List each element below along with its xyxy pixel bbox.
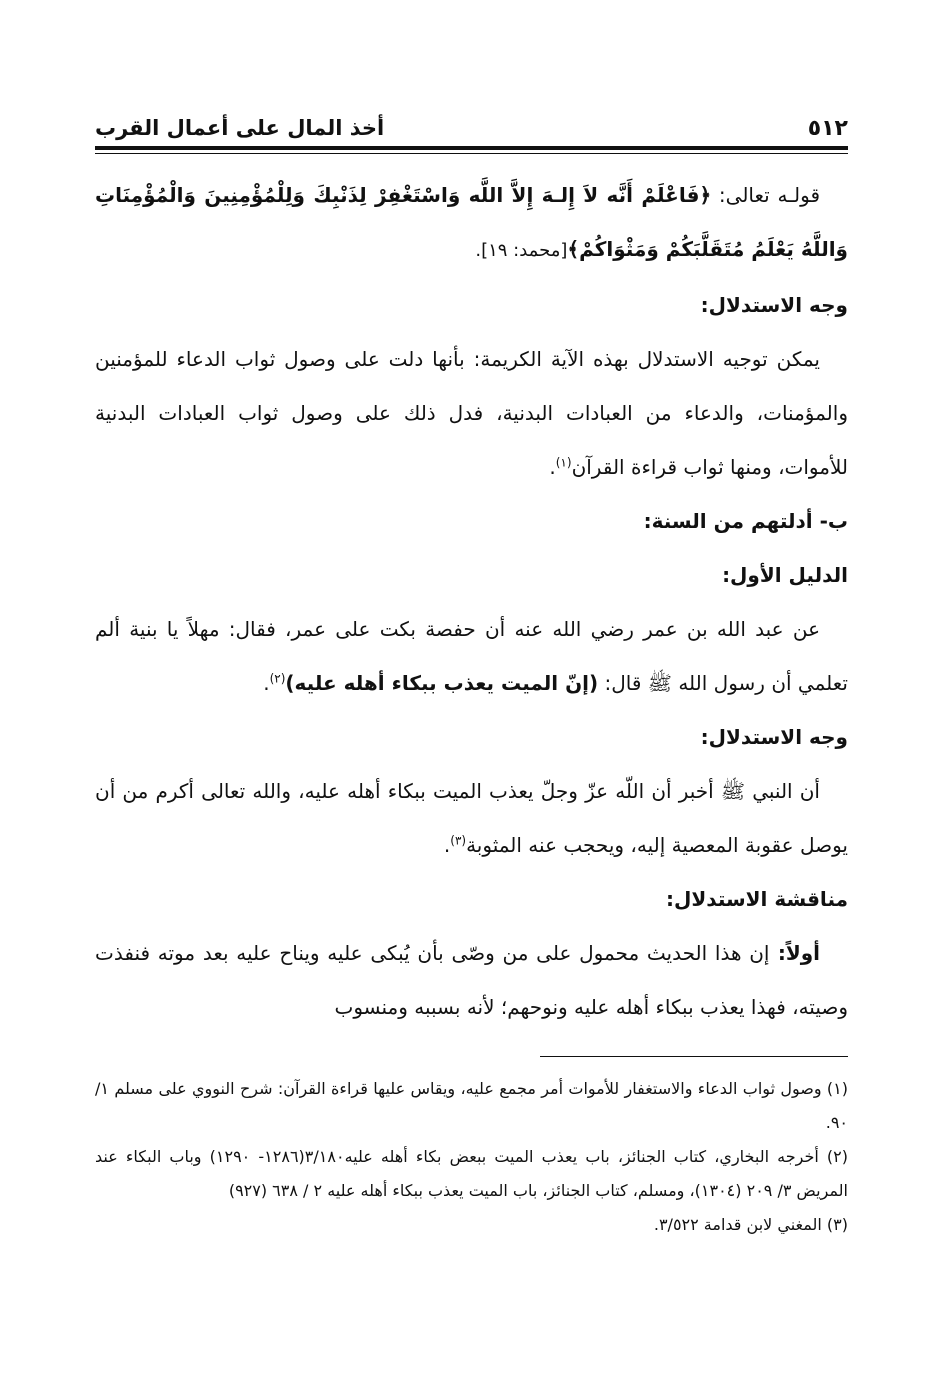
page-header	[95, 108, 848, 148]
paragraph-inference-2	[95, 764, 848, 872]
paragraph-end: .	[263, 671, 270, 695]
quran-verse: ﴿فَاعْلَمْ أَنَّه لاَ إِلـهَ إِلاَّ اللَّه وَاسْتَغْفِرْ لِذَنْبِكَ وَلِلْمُؤْمِنِينَ وَالْمُؤْمِنَاتِ وَاللَّهُ يَعْلَمُ مُتَقَلَّبَكُمْ وَمَثْوَاكُمْ﴾	[95, 183, 848, 261]
paragraph-text: إن هذا الحديث محمول على من وصّى بأن يُبكى عليه ويناح عليه بعد موته فنفذت وصيته، فهذا يعذب ببكاء أهله عليه ونوحهم؛ لأنه بسببه ومنسوب	[95, 941, 848, 1019]
footnotes	[95, 1072, 848, 1242]
paragraph-end: .	[549, 455, 556, 479]
paragraph-text: أن النبي ﷺ أخبر أن اللّه عزّ وجلّ يعذب الميت ببكاء أهله عليه، والله تعالى أكرم من أن يوصل عقوبة المعصية إليه، ويحجب عنه المثوبة	[95, 779, 848, 857]
main-text	[95, 168, 848, 1034]
hadith-quote: (إنّ الميت يعذب ببكاء أهله عليه)	[285, 671, 599, 695]
footnote-marker-1: (١)	[555, 455, 572, 470]
paragraph-end: .	[443, 833, 451, 857]
paragraph-discussion	[95, 926, 848, 1034]
footnote-1: (١) وصول ثواب الدعاء والاستغفار للأموات أمر مجمع عليه، ويقاس عليها قراءة القرآن: شرح النووي على مسلم ١/ ٩٠.	[95, 1079, 848, 1132]
header-rule-thick	[95, 146, 848, 150]
section-heading-inference-2: وجه الاستدلال:	[700, 725, 848, 749]
paragraph-inference-1	[95, 332, 848, 494]
running-title: أخذ المال على أعمال القرب	[95, 116, 385, 140]
verse-citation: [محمد: ١٩].	[475, 240, 568, 261]
header-rule-thin	[95, 153, 848, 154]
verse-intro: قولـه تعالى:	[711, 183, 821, 207]
footnote-marker-3: (٣)	[450, 833, 467, 848]
paragraph-text: يمكن توجيه الاستدلال بهذه الآية الكريمة: بأنها دلت على وصول ثواب الدعاء للمؤمنين والمؤمنات، والدعاء من العبادات البدنية، فدل ذلك على وصول ثواب العبادات البدنية للأموات، ومنها ثواب قراءة القرآن	[95, 347, 848, 479]
footnote-marker-2: (٢)	[269, 671, 286, 686]
paragraph-lead: أولاً:	[769, 941, 820, 965]
section-heading-sunnah: ب- أدلتهم من السنة:	[643, 509, 848, 533]
footnote-2: (٢) أخرجه البخاري، كتاب الجنائز، باب يعذب الميت ببعض بكاء أهله عليه٣/١٨٠(١٢٨٦- ١٢٩٠) وباب البكاء عند المريض ٣/ ٢٠٩ (١٣٠٤)، ومسلم، كتاب الجنائز، باب الميت يعذب ببكاء أهله عليه ٢ / ٦٣٨ (٩٢٧)	[95, 1147, 849, 1200]
section-heading-discussion: مناقشة الاستدلال:	[666, 887, 848, 911]
footnote-separator	[540, 1056, 848, 1057]
section-heading-first-evidence: الدليل الأول:	[722, 563, 848, 587]
section-heading-inference-1: وجه الاستدلال:	[700, 293, 848, 317]
paragraph-text: عن عبد الله بن عمر رضي الله عنه أن حفصة بكت على عمر، فقال: مهلاً يا بنية ألم تعلمي أن رسول الله ﷺ قال:	[95, 617, 848, 695]
page-number: ٥١٢	[807, 115, 848, 141]
paragraph-hadith	[95, 602, 848, 710]
footnote-3: (٣) المغني لابن قدامة ٣/٥٢٢.	[653, 1215, 848, 1234]
verse-paragraph	[95, 168, 848, 278]
